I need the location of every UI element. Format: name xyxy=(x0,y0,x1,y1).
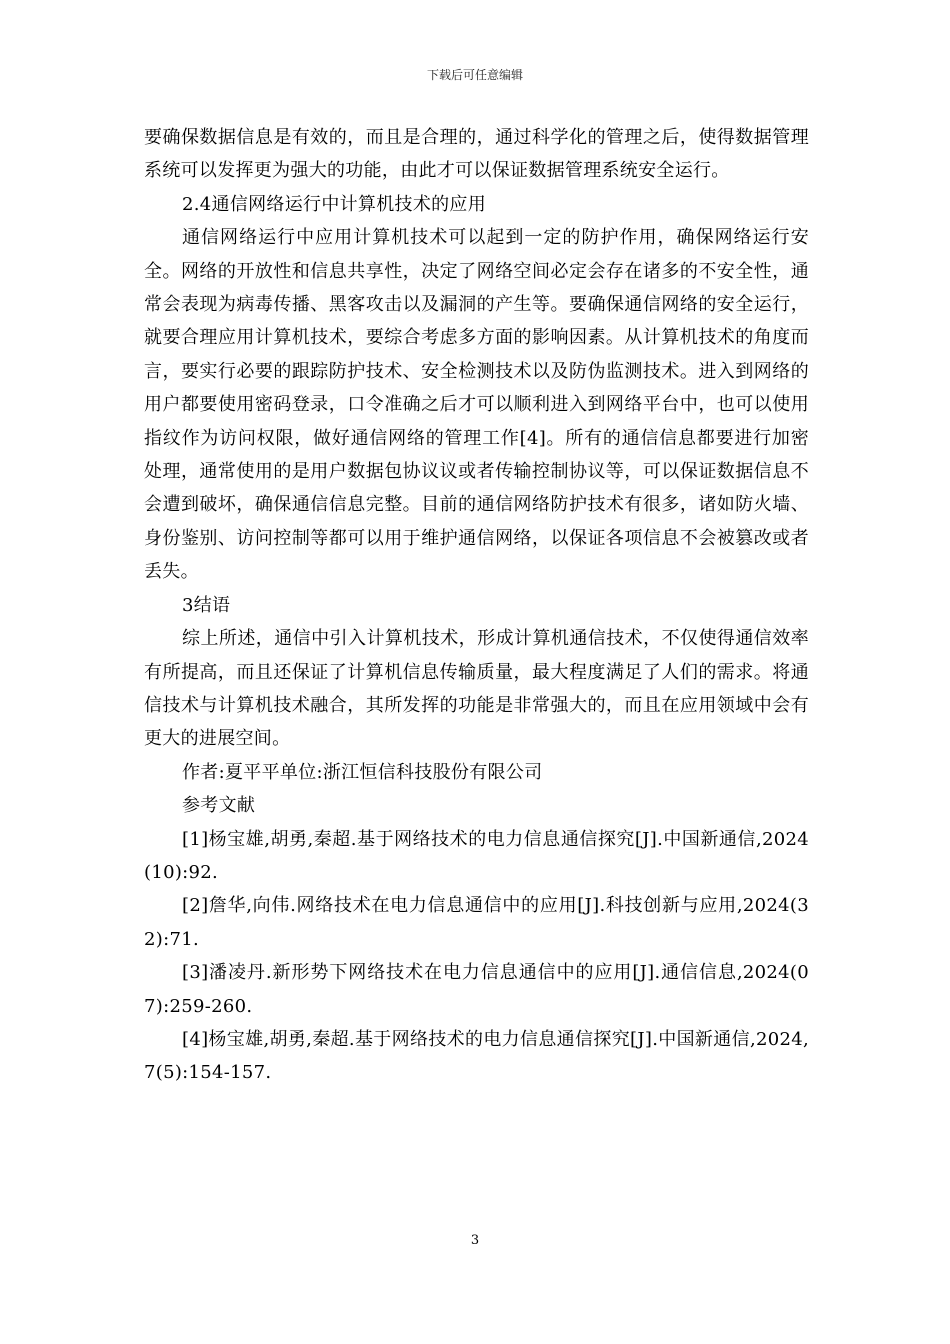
reference-item: [2]詹华,向伟.网络技术在电力信息通信中的应用[J].科技创新与应用,2024(32):71. xyxy=(144,895,809,950)
document-body xyxy=(144,121,809,1090)
author-line: 作者:夏平平单位:浙江恒信科技股份有限公司 xyxy=(182,761,543,783)
section-heading-conclusion: 3结语 xyxy=(182,594,231,616)
references-heading: 参考文献 xyxy=(182,795,256,817)
page-header: 下载后可任意编辑 xyxy=(426,68,523,82)
page-number: 3 xyxy=(470,1233,480,1248)
reference-item: [1]杨宝雄,胡勇,秦超.基于网络技术的电力信息通信探究[J].中国新通信,2024(10):92. xyxy=(144,828,809,883)
paragraph-conclusion: 综上所述，通信中引入计算机技术，形成计算机通信技术，不仅使得通信效率有所提高，而且还保证了计算机信息传输质量，最大程度满足了人们的需求。将通信技术与计算机技术融合，其所发挥的功能是非常强大的，而且在应用领域中会有更大的进展空间。 xyxy=(144,628,809,750)
section-heading-2-4: 2.4通信网络运行中计算机技术的应用 xyxy=(182,193,487,215)
paragraph-data-management: 要确保数据信息是有效的，而且是合理的，通过科学化的管理之后，使得数据管理系统可以发挥更为强大的功能，由此才可以保证数据管理系统安全运行。 xyxy=(144,127,809,182)
reference-item: [3]潘凌丹.新形势下网络技术在电力信息通信中的应用[J].通信信息,2024(07):259-260. xyxy=(144,962,809,1017)
paragraph-network-security: 通信网络运行中应用计算机技术可以起到一定的防护作用，确保网络运行安全。网络的开放性和信息共享性，决定了网络空间必定会存在诸多的不安全性，通常会表现为病毒传播、黑客攻击以及漏洞的产生等。要确保通信网络的安全运行，就要合理应用计算机技术，要综合考虑多方面的影响因素。从计算机技术的角度而言，要实行必要的跟踪防护技术、安全检测技术以及防伪监测技术。进入到网络的用户都要使用密码登录，口令准确之后才可以顺利进入到网络平台中，也可以使用指纹作为访问权限，做好通信网络的管理工作[4]。所有的通信信息都要进行加密处理，通常使用的是用户数据包协议议或者传输控制协议等，可以保证数据信息不会遭到破坏，确保通信信息完整。目前的通信网络防护技术有很多，诸如防火墙、身份鉴别、访问控制等都可以用于维护通信网络，以保证各项信息不会被篡改或者丢失。 xyxy=(144,227,809,583)
reference-item: [4]杨宝雄,胡勇,秦超.基于网络技术的电力信息通信探究[J].中国新通信,2024,7(5):154-157. xyxy=(144,1028,809,1084)
